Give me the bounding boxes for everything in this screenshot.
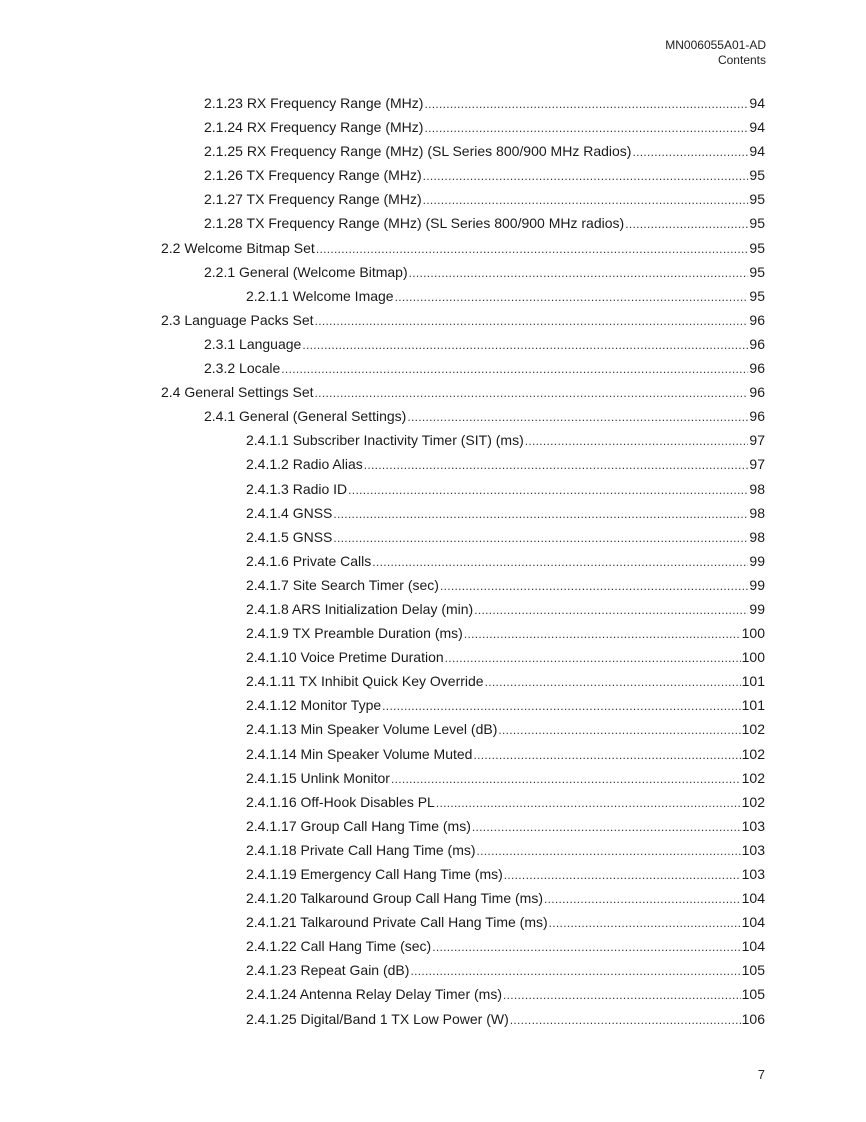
toc-entry[interactable] bbox=[0, 309, 866, 333]
toc-entry-title[interactable]: 2.4.1.18 Private Call Hang Time (ms) bbox=[246, 841, 476, 858]
toc-entry-title[interactable]: 2.2.1 General (Welcome Bitmap) bbox=[204, 263, 408, 280]
toc-entry[interactable] bbox=[0, 429, 866, 453]
toc-entry[interactable] bbox=[0, 574, 866, 598]
toc-entry[interactable] bbox=[0, 646, 866, 670]
document-id: MN006055A01-AD bbox=[665, 38, 766, 52]
toc-entry-page[interactable]: 101 bbox=[741, 673, 765, 690]
toc-entry-title[interactable]: 2.4.1 General (General Settings) bbox=[204, 408, 407, 425]
toc-entry[interactable] bbox=[0, 1008, 866, 1032]
dot-leader bbox=[632, 141, 748, 163]
dot-leader bbox=[432, 936, 740, 958]
dot-leader bbox=[485, 671, 741, 693]
toc-entry-title[interactable]: 2.4.1.12 Monitor Type bbox=[246, 697, 382, 714]
toc-entry-page[interactable]: 95 bbox=[749, 167, 765, 184]
dot-leader bbox=[372, 551, 748, 573]
toc-entry-page[interactable]: 95 bbox=[749, 287, 765, 304]
dot-leader bbox=[440, 575, 748, 597]
toc-entry-title[interactable]: 2.1.27 TX Frequency Range (MHz) bbox=[204, 191, 422, 208]
toc-entry-title[interactable]: 2.4.1.5 GNSS bbox=[246, 528, 333, 545]
toc-entry[interactable] bbox=[0, 212, 866, 236]
toc-entry-title[interactable]: 2.4.1.10 Voice Pretime Duration bbox=[246, 649, 444, 666]
dot-leader bbox=[549, 912, 741, 934]
toc-entry[interactable] bbox=[0, 92, 866, 116]
toc-entry[interactable] bbox=[0, 140, 866, 164]
toc-entry-page[interactable]: 104 bbox=[741, 938, 765, 955]
toc-entry-page[interactable]: 99 bbox=[749, 552, 765, 569]
dot-leader bbox=[503, 984, 741, 1006]
toc-entry-page[interactable]: 99 bbox=[749, 576, 765, 593]
toc-entry[interactable] bbox=[0, 935, 866, 959]
toc-entry[interactable] bbox=[0, 718, 866, 742]
toc-entry[interactable] bbox=[0, 164, 866, 188]
dot-leader bbox=[395, 286, 749, 308]
dot-leader bbox=[382, 695, 740, 717]
dot-leader bbox=[364, 454, 749, 476]
toc-entry[interactable] bbox=[0, 405, 866, 429]
dot-leader bbox=[474, 599, 748, 621]
dot-leader bbox=[625, 213, 748, 235]
toc-entry-title[interactable]: 2.1.24 RX Frequency Range (MHz) bbox=[204, 119, 424, 136]
toc-entry-title[interactable]: 2.3.1 Language bbox=[204, 335, 302, 352]
toc-entry[interactable] bbox=[0, 285, 866, 309]
toc-entry-title[interactable]: 2.4.1.17 Group Call Hang Time (ms) bbox=[246, 817, 471, 834]
toc-entry[interactable] bbox=[0, 357, 866, 381]
toc-entry-title[interactable]: 2.4.1.22 Call Hang Time (sec) bbox=[246, 938, 432, 955]
toc-entry[interactable] bbox=[0, 116, 866, 140]
dot-leader bbox=[333, 527, 748, 549]
toc-entry-title[interactable]: 2.1.26 TX Frequency Range (MHz) bbox=[204, 167, 422, 184]
dot-leader bbox=[424, 93, 748, 115]
toc-entry-title[interactable]: 2.4.1.9 TX Preamble Duration (ms) bbox=[246, 625, 463, 642]
toc-entry-page[interactable]: 95 bbox=[749, 263, 765, 280]
dot-leader bbox=[333, 503, 748, 525]
toc-entry-title[interactable]: 2.3.2 Locale bbox=[204, 360, 281, 377]
dot-leader bbox=[315, 310, 749, 332]
toc-entry-title[interactable]: 2.4.1.13 Min Speaker Volume Level (dB) bbox=[246, 721, 498, 738]
dot-leader bbox=[473, 744, 740, 766]
toc-entry[interactable] bbox=[0, 767, 866, 791]
toc-entry-title[interactable]: 2.4.1.25 Digital/Band 1 TX Low Power (W) bbox=[246, 1010, 509, 1027]
dot-leader bbox=[525, 430, 749, 452]
toc-entry[interactable] bbox=[0, 550, 866, 574]
toc-entry-title[interactable]: 2.4.1.11 TX Inhibit Quick Key Override bbox=[246, 673, 484, 690]
toc-entry-title[interactable]: 2.2 Welcome Bitmap Set bbox=[161, 239, 315, 256]
toc-entry-page[interactable]: 98 bbox=[749, 480, 765, 497]
dot-leader bbox=[407, 406, 748, 428]
toc-entry[interactable] bbox=[0, 237, 866, 261]
toc-entry-page[interactable]: 96 bbox=[749, 335, 765, 352]
toc-entry-page[interactable]: 106 bbox=[741, 1010, 765, 1027]
toc-entry-title[interactable]: 2.1.28 TX Frequency Range (MHz) (SL Series 800/900 MHz radios) bbox=[204, 215, 625, 232]
dot-leader bbox=[436, 792, 741, 814]
toc-entry-page[interactable]: 96 bbox=[749, 311, 765, 328]
toc-entry-page[interactable]: 105 bbox=[741, 986, 765, 1003]
toc-entry-title[interactable]: 2.4.1.24 Antenna Relay Delay Timer (ms) bbox=[246, 986, 503, 1003]
toc-entry-page[interactable]: 104 bbox=[741, 890, 765, 907]
toc-entry-page[interactable]: 98 bbox=[749, 528, 765, 545]
toc-entry-page[interactable]: 95 bbox=[749, 239, 765, 256]
dot-leader bbox=[391, 768, 741, 790]
toc-entry-title[interactable]: 2.4.1.8 ARS Initialization Delay (min) bbox=[246, 600, 474, 617]
dot-leader bbox=[445, 647, 741, 669]
dot-leader bbox=[498, 719, 740, 741]
toc-entry-page[interactable]: 102 bbox=[741, 769, 765, 786]
toc-entry-page[interactable]: 96 bbox=[749, 408, 765, 425]
toc-entry-title[interactable]: 2.4.1.3 Radio ID bbox=[246, 480, 348, 497]
toc-entry[interactable] bbox=[0, 478, 866, 502]
toc-entry-title[interactable]: 2.3 Language Packs Set bbox=[161, 311, 314, 328]
toc-entry-page[interactable]: 99 bbox=[749, 600, 765, 617]
toc-entry-title[interactable]: 2.4.1.1 Subscriber Inactivity Timer (SIT) (ms) bbox=[246, 432, 524, 449]
toc-entry-title[interactable]: 2.4 General Settings Set bbox=[161, 384, 314, 401]
dot-leader bbox=[281, 358, 748, 380]
toc-entry-title[interactable]: 2.4.1.19 Emergency Call Hang Time (ms) bbox=[246, 866, 503, 882]
dot-leader bbox=[409, 262, 749, 284]
toc-entry-title[interactable]: 2.4.1.16 Off-Hook Disables PL bbox=[246, 793, 435, 810]
dot-leader bbox=[348, 479, 748, 501]
toc-entry-page[interactable]: 100 bbox=[741, 649, 765, 666]
dot-leader bbox=[510, 1009, 741, 1031]
toc-entry-page[interactable]: 95 bbox=[749, 191, 765, 208]
toc-entry-title[interactable]: 2.1.25 RX Frequency Range (MHz) (SL Series 800/900 MHz Radios) bbox=[204, 143, 632, 160]
toc-entry[interactable] bbox=[0, 743, 866, 767]
toc-entry-page[interactable]: 102 bbox=[741, 745, 765, 762]
toc-entry-page[interactable]: 103 bbox=[741, 841, 765, 858]
toc-entry[interactable] bbox=[0, 694, 866, 718]
page-header bbox=[665, 38, 766, 68]
toc-entry[interactable] bbox=[0, 863, 866, 887]
toc-entry-title[interactable]: 2.4.1.23 Repeat Gain (dB) bbox=[246, 962, 410, 979]
toc-entry[interactable] bbox=[0, 983, 866, 1007]
toc-entry-title[interactable]: 2.4.1.6 Private Calls bbox=[246, 552, 372, 569]
toc-entry[interactable] bbox=[0, 911, 866, 935]
dot-leader bbox=[544, 888, 741, 910]
toc-entry[interactable] bbox=[0, 622, 866, 646]
toc-entry[interactable] bbox=[0, 959, 866, 983]
toc-entry[interactable] bbox=[0, 598, 866, 622]
toc-entry[interactable] bbox=[0, 791, 866, 815]
toc-entry-title[interactable]: 2.4.1.4 GNSS bbox=[246, 504, 333, 521]
toc-entry-title[interactable]: 2.4.1.20 Talkaround Group Call Hang Time (ms) bbox=[246, 890, 543, 907]
section-name: Contents bbox=[717, 53, 766, 67]
toc-entry[interactable] bbox=[0, 502, 866, 526]
toc-entry-page[interactable]: 94 bbox=[749, 95, 765, 111]
dot-leader bbox=[477, 840, 741, 862]
toc-entry-title[interactable]: 2.4.1.7 Site Search Timer (sec) bbox=[246, 576, 439, 593]
toc-entry-page[interactable]: 103 bbox=[741, 817, 765, 834]
toc-entry-page[interactable]: 105 bbox=[741, 962, 765, 979]
dot-leader bbox=[302, 334, 748, 356]
dot-leader bbox=[472, 816, 741, 838]
toc-entry-page[interactable]: 94 bbox=[749, 119, 765, 136]
toc-entry[interactable] bbox=[0, 887, 866, 911]
toc-entry[interactable] bbox=[0, 815, 866, 839]
toc-entry-title[interactable]: 2.4.1.14 Min Speaker Volume Muted bbox=[246, 745, 473, 762]
toc-entry-page[interactable]: 96 bbox=[749, 384, 765, 401]
toc-entry-page[interactable]: 97 bbox=[749, 456, 765, 473]
toc-entry-title[interactable]: 2.2.1.1 Welcome Image bbox=[246, 287, 394, 304]
toc-entry-page[interactable]: 102 bbox=[741, 793, 765, 810]
toc-entry-page[interactable]: 100 bbox=[741, 625, 765, 642]
table-of-contents bbox=[0, 92, 866, 1032]
toc-entry-title[interactable]: 2.4.1.21 Talkaround Private Call Hang Time (ms) bbox=[246, 914, 548, 931]
toc-entry-title[interactable]: 2.1.23 RX Frequency Range (MHz) bbox=[204, 95, 424, 111]
toc-entry[interactable] bbox=[0, 670, 866, 694]
toc-entry-page[interactable]: 98 bbox=[749, 504, 765, 521]
toc-entry[interactable] bbox=[0, 188, 866, 212]
dot-leader bbox=[423, 165, 749, 187]
toc-entry[interactable] bbox=[0, 526, 866, 550]
toc-entry-page[interactable]: 102 bbox=[741, 721, 765, 738]
toc-entry-title[interactable]: 2.4.1.2 Radio Alias bbox=[246, 456, 363, 473]
toc-entry[interactable] bbox=[0, 261, 866, 285]
toc-entry-title[interactable]: 2.4.1.15 Unlink Monitor bbox=[246, 769, 390, 786]
dot-leader bbox=[504, 864, 741, 886]
dot-leader bbox=[464, 623, 741, 645]
dot-leader bbox=[423, 189, 749, 211]
toc-entry-page[interactable]: 104 bbox=[741, 914, 765, 931]
dot-leader bbox=[410, 960, 740, 982]
toc-entry[interactable] bbox=[0, 453, 866, 477]
toc-entry-page[interactable]: 95 bbox=[749, 215, 765, 232]
toc-entry-page[interactable]: 94 bbox=[749, 143, 765, 160]
dot-leader bbox=[424, 117, 748, 139]
toc-entry[interactable] bbox=[0, 333, 866, 357]
toc-entry[interactable] bbox=[0, 839, 866, 863]
toc-entry-page[interactable]: 96 bbox=[749, 360, 765, 377]
dot-leader bbox=[315, 382, 749, 404]
toc-entry-page[interactable]: 97 bbox=[749, 432, 765, 449]
page-number: 7 bbox=[757, 1067, 765, 1082]
toc-entry-page[interactable]: 103 bbox=[741, 866, 765, 882]
toc-entry[interactable] bbox=[0, 381, 866, 405]
dot-leader bbox=[316, 238, 749, 260]
toc-entry-page[interactable]: 101 bbox=[741, 697, 765, 714]
